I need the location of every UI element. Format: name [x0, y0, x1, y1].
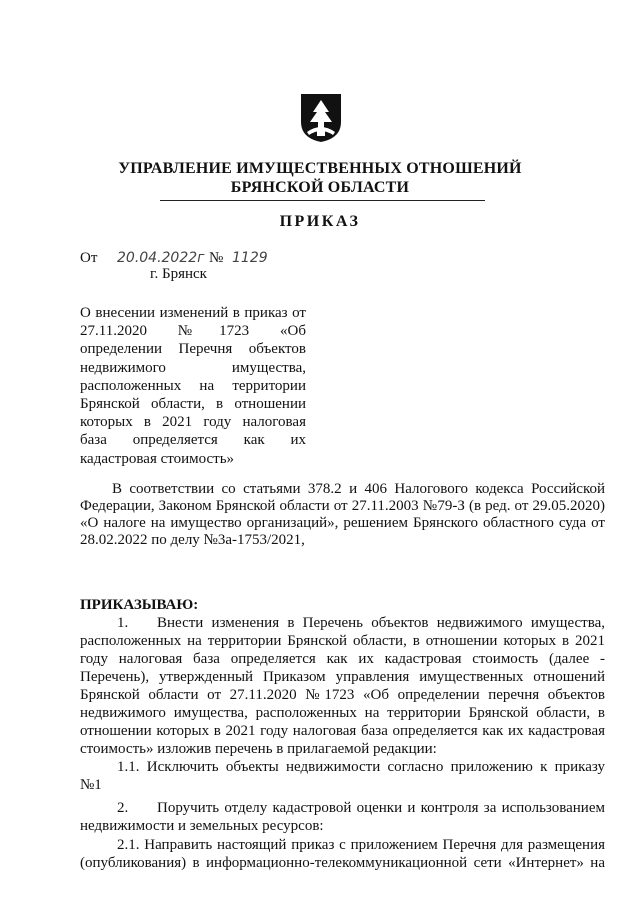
preamble-line: «О налоге на имущество организаций», решением Брянского областного суда от [80, 515, 605, 531]
preamble-line: Федерации, Законом Брянской области от 27.11.2003 №79-З (в ред. от 29.05.2020) [80, 498, 605, 514]
subject-line: О внесении изменений в приказ от [80, 305, 306, 321]
item-line: Поручить отделу кадастровой оценки и контроля за использованием [157, 800, 605, 816]
subitem-line: 1.1. Исключить объекты недвижимости согласно приложению к приказу [117, 759, 605, 775]
subject-line: Брянской области, в отношении [80, 396, 306, 413]
preamble-line: 28.02.2022 по делу №3а-1753/2021, [80, 532, 305, 548]
item-line: стоимость» изложив перечень в прилагаемой редакции: [80, 741, 437, 757]
subject-line: кадастровая стоимость» [80, 450, 235, 467]
item-line: недвижимого имущества, расположенных на территории Брянской области, в [80, 705, 605, 721]
subject-line: 27.11.2020 №1723 «Об [80, 323, 306, 340]
header-divider [160, 200, 485, 201]
item-number: 1. [117, 615, 129, 631]
item-line: отношении которых в 2021 году налоговая база определяется как их кадастровая [80, 723, 605, 739]
subject-line: недвижимого имущества, [80, 359, 306, 376]
coat-of-arms-icon [299, 92, 343, 144]
subject-line: расположенных на территории [80, 377, 306, 394]
item-line: Брянской области от 27.11.2020 №1723 «Об определении перечня объектов [80, 687, 605, 703]
subitem-line: №1 [80, 777, 102, 793]
subitem-line: 2.1. Направить настоящий приказ с приложением Перечня для размещения [117, 837, 605, 853]
item-line: расположенных на территории Брянской области, в отношении которых в 2021 [80, 633, 605, 649]
document-type: ПРИКАЗ [279, 213, 361, 230]
organization-name: УПРАВЛЕНИЕ ИМУЩЕСТВЕННЫХ ОТНОШЕНИЙ [118, 160, 522, 177]
order-subject [80, 304, 306, 468]
preamble-line: В соответствии со статьями 378.2 и 406 Налогового кодекса Российской [112, 481, 605, 497]
item-line: Внести изменения в Перечень объектов недвижимого имущества, [157, 615, 605, 631]
organization-region: БРЯНСКОЙ ОБЛАСТИ [230, 179, 410, 196]
item-line: году налоговая база определяется как их кадастровая стоимость (далее - [80, 651, 605, 667]
subject-line: которых в 2021 году налоговая [80, 414, 306, 431]
city: г. Брянск [150, 266, 207, 282]
subject-line: база определяется как их [80, 432, 306, 449]
handwritten-date: 20.04.2022г [117, 250, 205, 266]
item-number: 2. [117, 800, 129, 816]
item-line: Перечень), утвержденный Приказом управления имущественных отношений [80, 669, 605, 685]
order-heading: ПРИКАЗЫВАЮ: [80, 597, 199, 613]
from-label: От [80, 250, 98, 266]
item-line: недвижимости и земельных ресурсов: [80, 818, 324, 834]
subject-line: определении Перечня объектов [80, 341, 306, 358]
number-label: № [209, 250, 224, 266]
handwritten-number: 1129 [232, 250, 268, 266]
subitem-line: (опубликования) в информационно-телекоммуникационной сети «Интернет» на [80, 855, 605, 871]
